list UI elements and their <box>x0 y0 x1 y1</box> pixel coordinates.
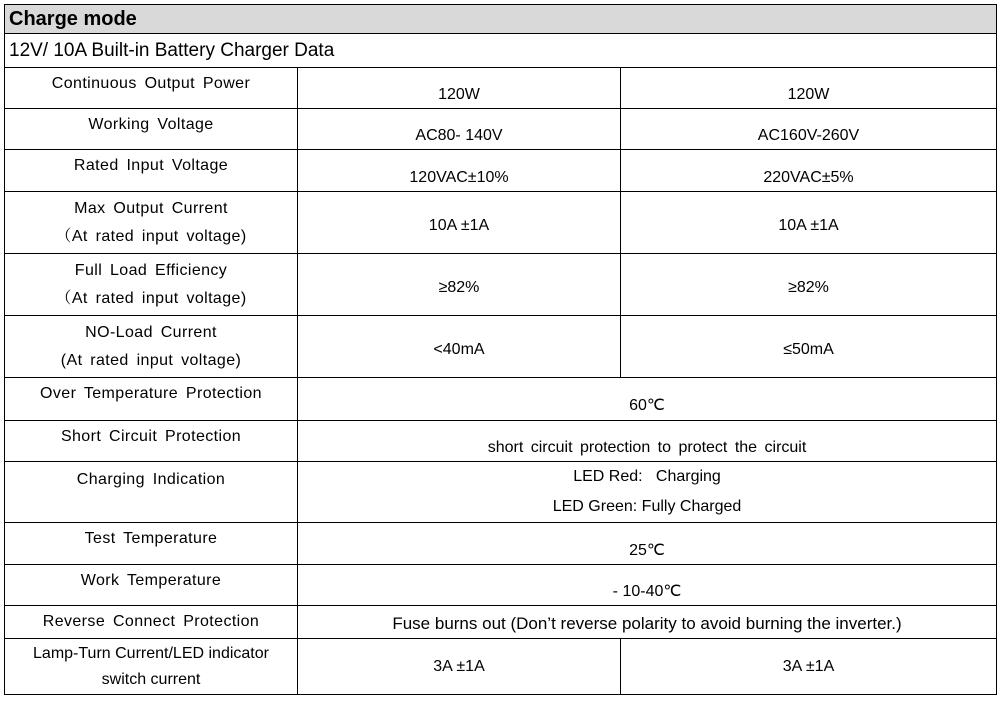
table-row <box>5 523 997 565</box>
table-row <box>5 316 997 378</box>
charging-indication-line: LED Green: Fully Charged <box>552 498 742 515</box>
row-label <box>5 316 298 378</box>
row-label <box>5 523 298 565</box>
row-value-right: 220VAC±5% <box>621 150 997 192</box>
row-label-line: Full Load Efficiency <box>74 261 228 279</box>
row-label-line: Lamp-Turn Current/LED indicator <box>33 644 269 662</box>
table-title: 12V/ 10A Built-in Battery Charger Data <box>5 34 997 68</box>
row-value-span: 60℃ <box>298 378 997 421</box>
section-header-row <box>5 5 997 34</box>
row-label-line: （At rated input voltage) <box>55 227 247 245</box>
row-label-line: Rated Input Voltage <box>73 157 229 174</box>
table-row <box>5 254 997 316</box>
table-row <box>5 192 997 254</box>
row-label-line: （At rated input voltage) <box>55 289 247 307</box>
row-label <box>5 606 298 639</box>
table-row <box>5 421 997 462</box>
row-label-line: Reverse Connect Protection <box>42 613 260 630</box>
row-label-line: Max Output Current <box>74 199 228 217</box>
row-label-line: Working Voltage <box>88 116 214 133</box>
row-value-span: Fuse burns out (Don’t reverse polarity to avoid burning the inverter.) <box>298 606 997 639</box>
row-label <box>5 639 298 695</box>
row-label <box>5 150 298 192</box>
row-value-right: ≥82% <box>621 254 997 316</box>
row-label-line: Over Temperature Protection <box>40 385 262 402</box>
row-label <box>5 254 298 316</box>
row-value-right: ≤50mA <box>621 316 997 378</box>
row-value-right: AC160V-260V <box>621 109 997 150</box>
row-value-right: 3A ±1A <box>621 639 997 695</box>
section-title: Charge mode <box>5 5 997 34</box>
row-value-span: - 10-40℃ <box>298 565 997 606</box>
row-label <box>5 109 298 150</box>
row-value-left: 10A ±1A <box>298 192 621 254</box>
row-label-line: Short Circuit Protection <box>60 428 242 445</box>
row-label <box>5 192 298 254</box>
table-title-row <box>5 34 997 68</box>
row-value-left: 120W <box>298 68 621 109</box>
row-value-left: 3A ±1A <box>298 639 621 695</box>
table-row <box>5 150 997 192</box>
table-row <box>5 606 997 639</box>
table-row <box>5 462 997 523</box>
row-label <box>5 565 298 606</box>
row-label-line: switch current <box>101 670 201 688</box>
charging-indication-line: LED Red: Charging <box>573 468 721 485</box>
row-value-right: 120W <box>621 68 997 109</box>
table-row <box>5 378 997 421</box>
row-value-span <box>298 462 997 523</box>
row-value-span: short circuit protection to protect the circuit <box>298 421 997 462</box>
row-label-line: Work Temperature <box>80 572 222 589</box>
charger-spec-table <box>4 4 997 695</box>
row-label-line: Continuous Output Power <box>51 75 251 92</box>
row-value-left: <40mA <box>298 316 621 378</box>
table-row <box>5 639 997 695</box>
row-label <box>5 68 298 109</box>
table-row <box>5 68 997 109</box>
row-label-line: Test Temperature <box>84 530 218 547</box>
row-value-left: ≥82% <box>298 254 621 316</box>
table-row <box>5 109 997 150</box>
row-label-line: (At rated input voltage) <box>60 351 242 369</box>
row-value-right: 10A ±1A <box>621 192 997 254</box>
row-value-left: 120VAC±10% <box>298 150 621 192</box>
row-label <box>5 378 298 421</box>
row-label <box>5 421 298 462</box>
row-label <box>5 462 298 523</box>
row-label-line: NO-Load Current <box>85 323 217 341</box>
row-label-line: Charging Indication <box>76 471 226 488</box>
row-value-span: 25℃ <box>298 523 997 565</box>
row-value-left: AC80- 140V <box>298 109 621 150</box>
table-row <box>5 565 997 606</box>
